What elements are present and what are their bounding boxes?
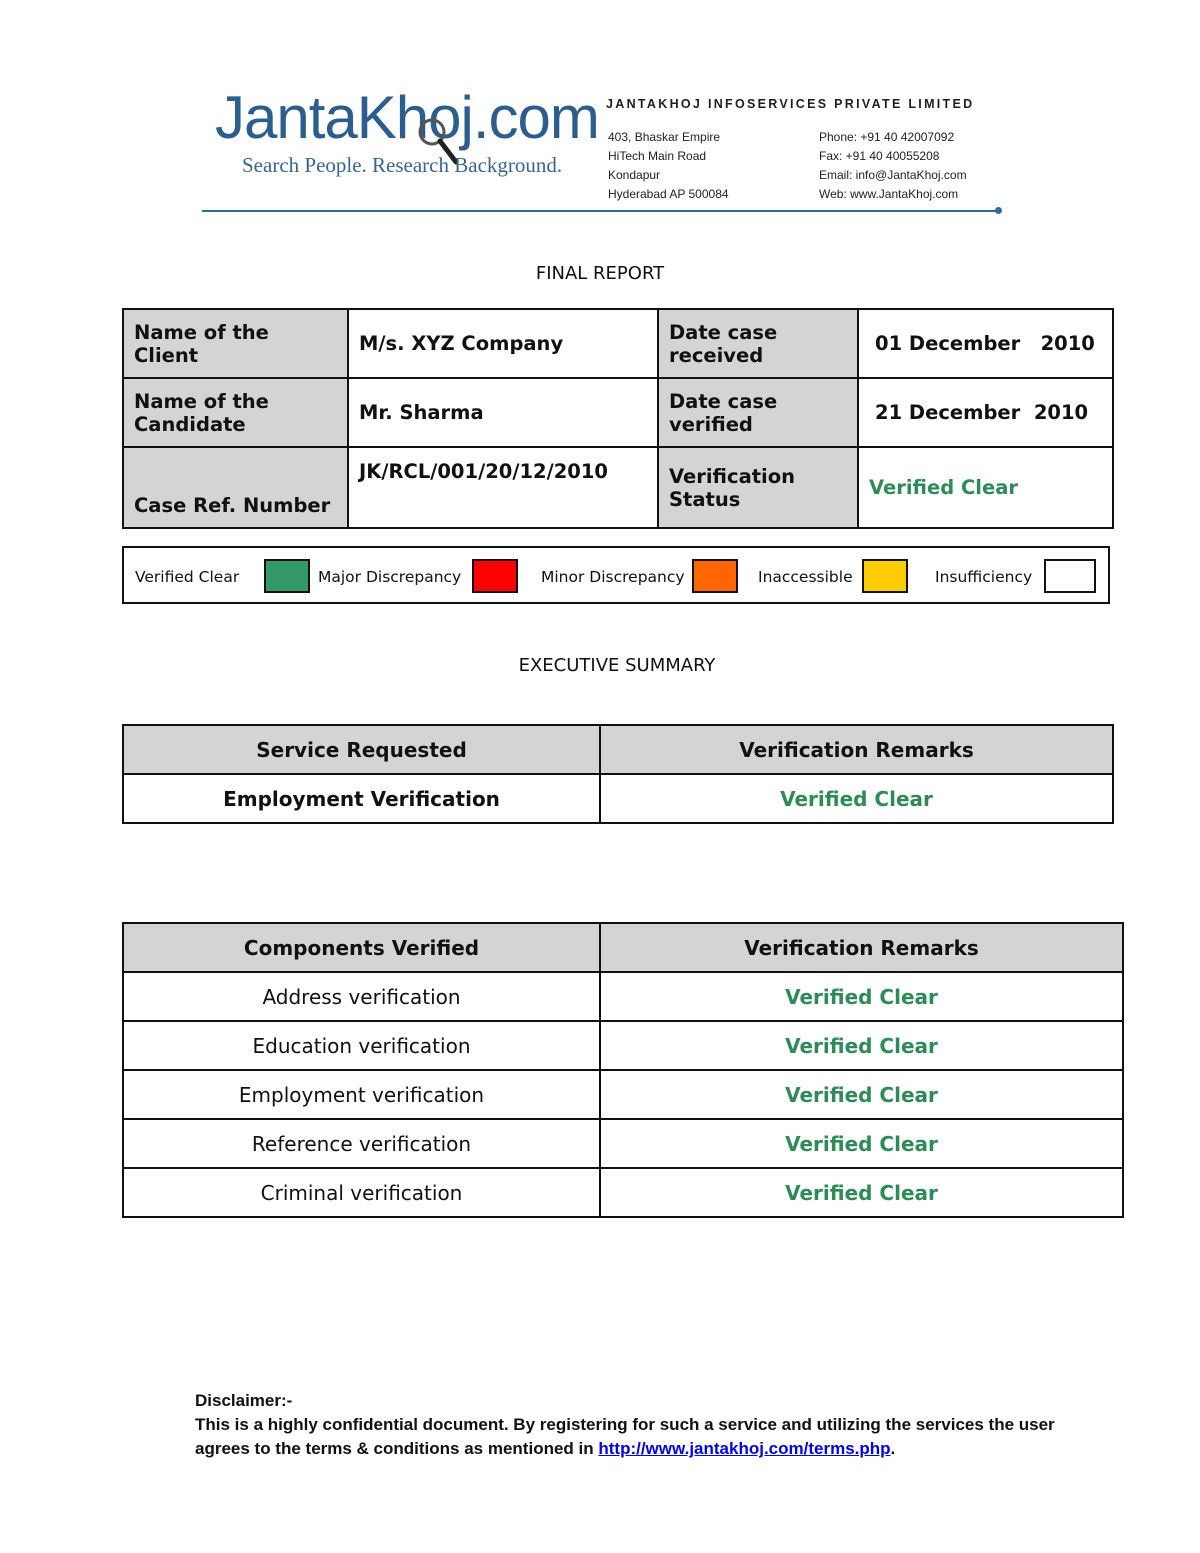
legend-swatch <box>692 559 738 593</box>
disclaimer-suffix: . <box>890 1439 896 1458</box>
service-remark: Verified Clear <box>600 774 1113 823</box>
candidate-value: Mr. Sharma <box>348 378 658 447</box>
component-remark: Verified Clear <box>600 972 1123 1021</box>
service-table <box>122 724 1114 824</box>
address-line: 403, Bhaskar Empire <box>608 130 721 144</box>
address-line: HiTech Main Road <box>608 149 707 163</box>
date-verified-label: Date case verified <box>658 378 858 447</box>
table-row <box>123 1070 1123 1119</box>
disclaimer-heading: Disclaimer:- <box>195 1391 293 1410</box>
components-table <box>122 922 1124 1218</box>
table-row <box>123 309 1113 378</box>
legend-swatch <box>264 559 310 593</box>
case-ref-value: JK/RCL/001/20/12/2010 <box>348 447 658 528</box>
header-divider-dot <box>995 207 1002 214</box>
legend-label: Verified Clear <box>135 568 240 586</box>
date-received-label: Date case received <box>658 309 858 378</box>
legend-label: Minor Discrepancy <box>541 568 685 586</box>
table-header-row <box>123 923 1123 972</box>
legend-label: Inaccessible <box>758 568 853 586</box>
components-header: Components Verified <box>123 923 600 972</box>
table-row <box>123 447 1113 528</box>
table-row <box>123 1168 1123 1217</box>
date-verified-value: 21 December 2010 <box>858 378 1113 447</box>
service-name: Employment Verification <box>123 774 600 823</box>
component-remark: Verified Clear <box>600 1168 1123 1217</box>
status-value: Verified Clear <box>858 447 1113 528</box>
logo-tagline: Search People. Research Background. <box>242 153 563 177</box>
client-label: Name of the Client <box>123 309 348 378</box>
client-value: M/s. XYZ Company <box>348 309 658 378</box>
address-line: Kondapur <box>608 168 661 182</box>
table-row <box>123 378 1113 447</box>
status-label: Verification Status <box>658 447 858 528</box>
company-address <box>608 128 729 204</box>
components-remarks-header: Verification Remarks <box>600 923 1123 972</box>
disclaimer-body <box>195 1413 1055 1461</box>
component-remark: Verified Clear <box>600 1070 1123 1119</box>
executive-summary-title: EXECUTIVE SUMMARY <box>518 655 716 676</box>
table-row <box>123 774 1113 823</box>
disclaimer <box>195 1389 1055 1461</box>
terms-link[interactable]: http://www.jantakhoj.com/terms.php <box>598 1439 891 1458</box>
company-logo: JantaKhoj.com <box>215 84 599 151</box>
status-legend <box>122 546 1110 604</box>
table-row <box>123 1021 1123 1070</box>
contact-phone: Phone: +91 40 42007092 <box>819 130 955 144</box>
legend-label: Major Discrepancy <box>318 568 462 586</box>
report-title: FINAL REPORT <box>535 263 665 284</box>
legend-swatch <box>862 559 908 593</box>
header-divider <box>202 210 998 212</box>
case-ref-label: Case Ref. Number <box>123 447 348 528</box>
component-name: Education verification <box>123 1021 600 1070</box>
legend-label: Insufficiency <box>935 568 1033 586</box>
remarks-header: Verification Remarks <box>600 725 1113 774</box>
company-contact <box>819 128 967 204</box>
component-name: Reference verification <box>123 1119 600 1168</box>
table-row <box>123 972 1123 1021</box>
service-header: Service Requested <box>123 725 600 774</box>
table-header-row <box>123 725 1113 774</box>
case-info-table <box>122 308 1114 529</box>
component-remark: Verified Clear <box>600 1119 1123 1168</box>
component-remark: Verified Clear <box>600 1021 1123 1070</box>
table-row <box>123 1119 1123 1168</box>
legend-swatch <box>1044 559 1096 593</box>
component-name: Employment verification <box>123 1070 600 1119</box>
address-line: Hyderabad AP 500084 <box>608 187 729 201</box>
contact-fax: Fax: +91 40 40055208 <box>819 149 940 163</box>
disclaimer-text: This is a highly confidential document. By registering for such a service and utilizing the services the user agrees to the terms & conditions as mentioned in <box>195 1415 1055 1458</box>
contact-email: Email: info@JantaKhoj.com <box>819 168 967 182</box>
contact-web: Web: www.JantaKhoj.com <box>819 187 959 201</box>
candidate-label: Name of the Candidate <box>123 378 348 447</box>
component-name: Criminal verification <box>123 1168 600 1217</box>
company-name: JANTAKHOJ INFOSERVICES PRIVATE LIMITED <box>606 97 975 111</box>
legend-swatch <box>472 559 518 593</box>
component-name: Address verification <box>123 972 600 1021</box>
date-received-value: 01 December 2010 <box>858 309 1113 378</box>
